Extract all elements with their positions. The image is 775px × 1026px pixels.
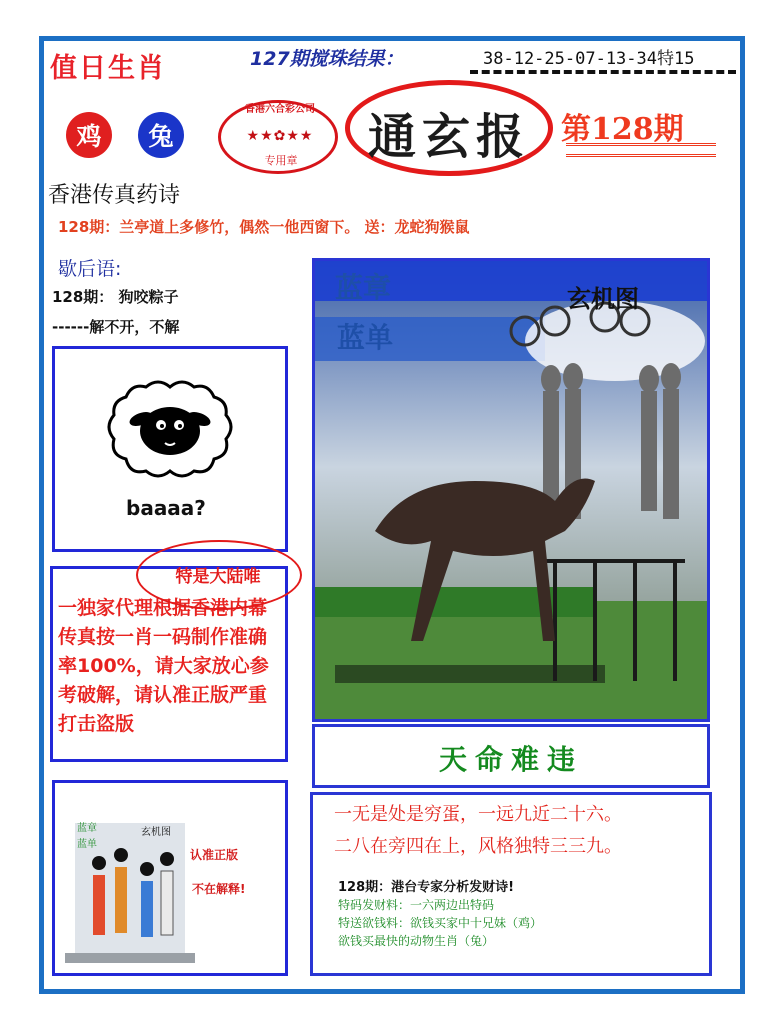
cartoon-note-no-explain: 不在解释! bbox=[192, 882, 246, 896]
xiehouyu-answer: ------解不开，不解 bbox=[52, 318, 180, 336]
tip-line-3: 特送欲钱料：欲钱买家中十兄妹（鸡） bbox=[338, 916, 543, 930]
sheep-panel bbox=[52, 346, 288, 552]
cartoon-figures-icon bbox=[55, 783, 285, 973]
zodiac-badge-rabbit: 兔 bbox=[138, 112, 184, 158]
poem-title: 香港传真药诗 bbox=[48, 183, 181, 208]
seal-text: 香港六合彩公司 bbox=[245, 104, 315, 115]
tip-line-4: 欲钱买最快的动物生肖（兔） bbox=[338, 934, 495, 948]
seal-subtext: 专用章 bbox=[264, 154, 298, 167]
notice-text: 一独家代理根据香港内幕传真按一肖一码制作准确率100%，请大家放心参考破解，请认准正版严重打击盗版 bbox=[58, 597, 269, 735]
cartoon-panel bbox=[52, 780, 288, 976]
section-title: 值日生肖 bbox=[50, 53, 166, 84]
sheep-caption: baaaa? bbox=[126, 496, 206, 520]
main-picture bbox=[312, 258, 710, 722]
cartoon-label-b: 蓝单 bbox=[77, 839, 97, 850]
results-numbers: 38-12-25-07-13-34特15 bbox=[483, 49, 695, 69]
cartoon-note-genuine: 认准正版 bbox=[190, 848, 239, 862]
cartoon-label-a: 蓝章 bbox=[77, 823, 97, 834]
horse-scene-icon bbox=[315, 261, 707, 719]
issue-number: 第128期 bbox=[561, 112, 684, 147]
results-label: 127期搅珠结果： bbox=[250, 48, 404, 70]
tip-line-1: 128期：港台专家分析发财诗! bbox=[338, 880, 515, 895]
slogan-text: 天命难违 bbox=[438, 743, 583, 776]
issue-underline bbox=[566, 143, 716, 157]
poem-line: 128期：兰亭道上多修竹，偶然一他西窗下。 送：龙蛇狗猴鼠 bbox=[58, 218, 470, 236]
verse-line-1: 一无是处是穷蛋，一远九近二十六。 bbox=[334, 804, 622, 825]
tip-line-2: 特码发财料：一六两边出特码 bbox=[338, 898, 495, 912]
picture-label-xuanji: 玄机图 bbox=[567, 284, 639, 313]
picture-label-slip: 蓝单 bbox=[337, 321, 394, 354]
verse-line-2: 二八在旁四在上，风格独特三三九。 bbox=[334, 836, 622, 857]
xiehouyu-question: 128期： 狗咬粽子 bbox=[52, 288, 179, 306]
picture-label-seal: 蓝章 bbox=[335, 271, 392, 304]
cartoon-label-c: 玄机图 bbox=[141, 827, 171, 838]
xiehouyu-title: 歇后语: bbox=[58, 258, 122, 280]
seal-stars: ★★✿★★ bbox=[246, 128, 314, 144]
results-divider bbox=[470, 70, 736, 76]
notice-stamp-text: 特是大陆唯 bbox=[175, 567, 261, 587]
zodiac-badge-rooster: 鸡 bbox=[66, 112, 112, 158]
masthead-title: 通玄报 bbox=[367, 109, 530, 165]
